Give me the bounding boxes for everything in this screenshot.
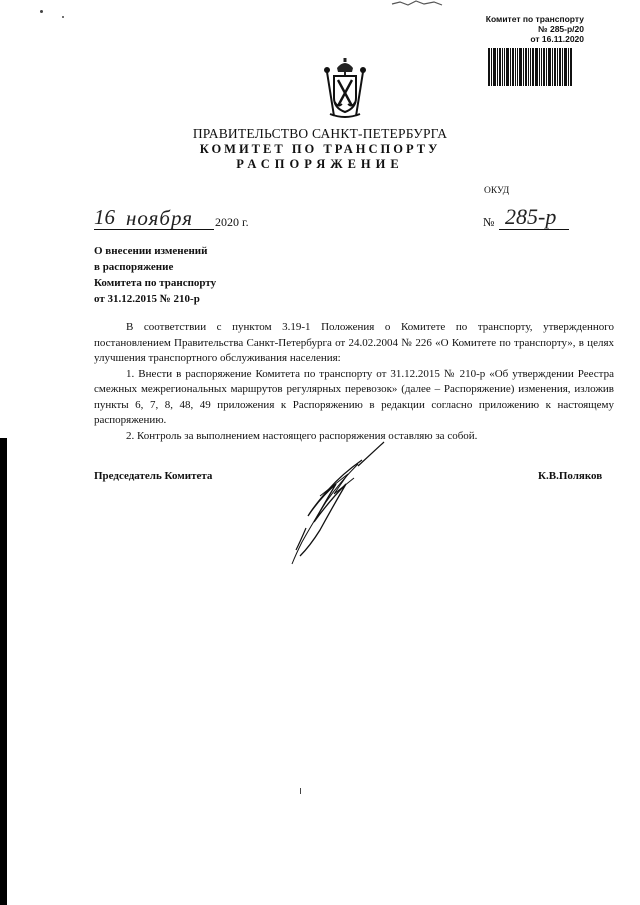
document-type-title: РАСПОРЯЖЕНИЕ [236,157,404,171]
government-title: ПРАВИТЕЛЬСТВО САНКТ-ПЕТЕРБУРГА [192,126,448,141]
scan-speck [40,10,43,13]
signature-position: Председатель Комитета [94,470,213,482]
scan-artifact-top [390,0,450,8]
number-handwritten: 285-р [505,204,557,229]
body-item-1: 1. Внести в распоряжение Комитета по транспорту от 31.12.2015 № 210-р «Об утверждении Реестра смежных межрегиональных маршрутов регулярных перевозок» (далее – Распоряжение) изменения, изложив пункты 6, 7, 8, 48, 49 приложения к Распоряжению в редакции согласно приложению к настоящему распоряжению. [94,367,614,426]
date-month-handwritten: ноября [126,206,193,230]
subject-line: в распоряжение [94,261,174,273]
signature-name: К.В.Поляков [538,470,603,482]
handwritten-signature [262,438,392,568]
subject-line: Комитета по транспорту [94,277,217,289]
document-subject [94,243,344,307]
scan-speck [62,16,64,18]
date-underline [94,229,214,230]
stamp-line-date: от 16.11.2020 [530,34,584,44]
okud-label: ОКУД [484,186,510,196]
stamp-line-number: № 285-р/20 [538,24,584,34]
document-number [483,205,575,233]
subject-line: О внесении изменений [94,245,208,257]
body-intro-paragraph: В соответствии с пунктом 3.19-1 Положения о Комитете по транспорту, утвержденного постановлением Правительства Санкт-Петербурга от 24.02.2004 № 226 «О Комитете по транспорту», в целях улучшения транспортного обслуживания населения: [94,321,614,364]
body-item-2: 2. Контроль за выполнением настоящего распоряжения оставляю за собой. [126,429,478,442]
scan-speck [300,788,301,794]
document-body [94,320,614,444]
stamp-line-committee: Комитет по транспорту [485,14,584,24]
committee-title: КОМИТЕТ ПО ТРАНСПОРТУ [199,142,441,156]
date-day-handwritten: 16 [94,205,115,229]
number-prefix: № [483,215,495,229]
registration-stamp [470,14,584,44]
scan-margin-bar [0,438,7,905]
document-date [94,205,279,233]
number-underline [499,229,569,230]
subject-line: от 31.12.2015 № 210-р [94,293,200,305]
coat-of-arms-emblem [322,58,368,120]
barcode [488,48,582,86]
date-year: 2020 г. [215,215,249,229]
